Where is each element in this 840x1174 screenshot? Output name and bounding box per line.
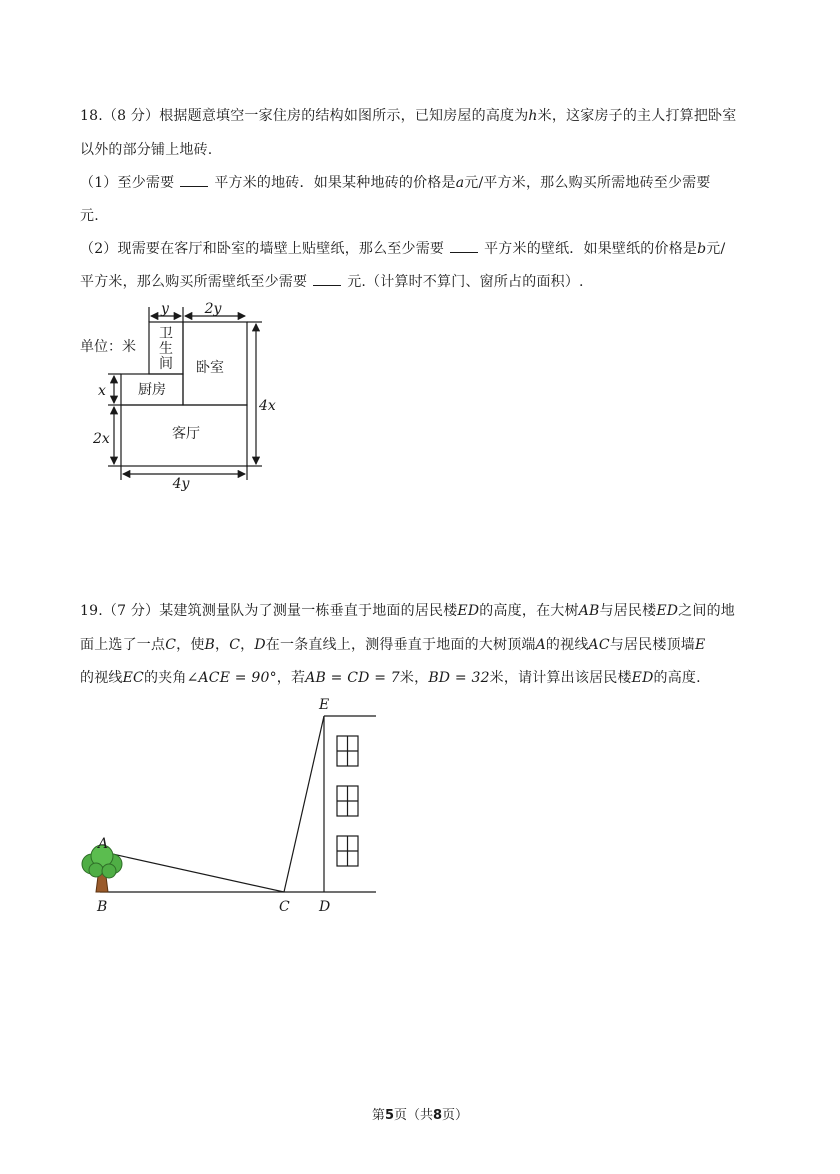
dim-4x-label: 4x [259, 398, 276, 414]
footer-text: 第 [371, 1108, 385, 1123]
dim-y-label: y [161, 301, 169, 317]
var-h: h [528, 108, 538, 124]
bedroom-label: 卧室 [196, 360, 224, 376]
unit-label: 单位：米 [80, 339, 136, 355]
q19-text: 之间的地 [678, 603, 735, 619]
living-label: 客厅 [172, 426, 200, 442]
q19-text: 的夹角 [143, 670, 187, 686]
math-e: E [694, 637, 706, 653]
window [337, 786, 358, 816]
q19-text: 与居民楼顶墙 [609, 637, 695, 653]
q19-text: ， [240, 637, 255, 653]
bathroom-label-2: 生 [159, 341, 173, 357]
q18-text: 平方米的地砖．如果某种地砖的价格是 [214, 175, 456, 191]
label-c: C [279, 899, 290, 915]
math-ed: ED [656, 603, 679, 619]
kitchen-label: 厨房 [138, 382, 166, 398]
sightline-ac [108, 853, 284, 892]
window [337, 836, 358, 866]
q18-text: 元.（计算时不算门、窗所占的面积）. [347, 274, 584, 290]
math-b: B [204, 637, 216, 653]
dim-4y-label: 4y [172, 476, 190, 492]
label-d: D [319, 899, 331, 915]
q18-text: 平方米，那么购买所需壁纸至少需要 [80, 274, 308, 290]
math-eq: AB = CD = 7 [305, 670, 400, 686]
dim-x-label: x [98, 383, 106, 399]
q19-text: ， [215, 637, 230, 653]
total-pages: 8 [433, 1108, 443, 1123]
math-ac: AC [588, 637, 610, 653]
q18-text: 平方米的壁纸．如果壁纸的价格是 [484, 241, 698, 257]
footer-text: 页（共 [393, 1108, 433, 1123]
math-d: D [254, 637, 266, 653]
q19-text: 米，请计算出该居民楼 [489, 670, 632, 686]
q19-text: ，若 [276, 670, 306, 686]
q18-text: 18.（8 分）根据题意填空一家住房的结构如图所示，已知房屋的高度为 [80, 108, 529, 124]
label-b: B [97, 899, 108, 915]
page-number: 5 [384, 1108, 394, 1123]
label-e: E [319, 697, 330, 713]
bathroom-label-1: 卫 [159, 326, 173, 342]
footer-text: 页） [442, 1108, 469, 1123]
math-a: A [535, 637, 546, 653]
q18-text: 元/ [706, 241, 726, 257]
math-ec: EC [122, 670, 144, 686]
q18-text: （1）至少需要 [80, 175, 175, 191]
dim-2x-label: 2x [93, 431, 110, 447]
sightline-ec [284, 716, 324, 892]
math-c: C [229, 637, 241, 653]
var-b: b [697, 241, 707, 257]
math-angle: ∠ACE = 90° [186, 670, 277, 686]
var-a: a [455, 175, 465, 191]
math-c: C [165, 637, 177, 653]
q19-text: 的高度，在大树 [479, 603, 579, 619]
q18-text: 元/平方米，那么购买所需地砖至少需要 [464, 175, 711, 191]
dim-2y-label: 2y [204, 301, 222, 317]
math-ab: AB [578, 603, 600, 619]
q19-text: ，使 [176, 637, 205, 653]
q18-text: （2）现需要在客厅和卧室的墙壁上贴壁纸，那么至少需要 [80, 241, 445, 257]
q19-text: 的高度. [653, 670, 701, 686]
window [337, 736, 358, 766]
page-footer [0, 1104, 840, 1123]
q19-text: 面上选了一点 [80, 637, 166, 653]
bathroom-label-3: 间 [159, 356, 173, 372]
q18-text: 以外的部分铺上地砖. [80, 142, 213, 158]
q19-text: 的视线 [545, 637, 589, 653]
q19-text: 与居民楼 [599, 603, 657, 619]
math-ed: ED [457, 603, 480, 619]
math-ed: ED [631, 670, 654, 686]
math-eq: BD = 32 [428, 670, 490, 686]
q19-text: 在一条直线上，测得垂直于地面的大树顶端 [265, 637, 536, 653]
label-a: A [98, 836, 109, 852]
tree-icon [82, 845, 122, 892]
q19-text: 的视线 [80, 670, 123, 686]
q18-text: 米，这家房子的主人打算把卧室 [537, 108, 737, 124]
q19-text: 米， [399, 670, 429, 686]
q18-text: 元. [80, 208, 99, 224]
q19-text: 19.（7 分）某建筑测量队为了测量一栋垂直于地面的居民楼 [80, 603, 458, 619]
